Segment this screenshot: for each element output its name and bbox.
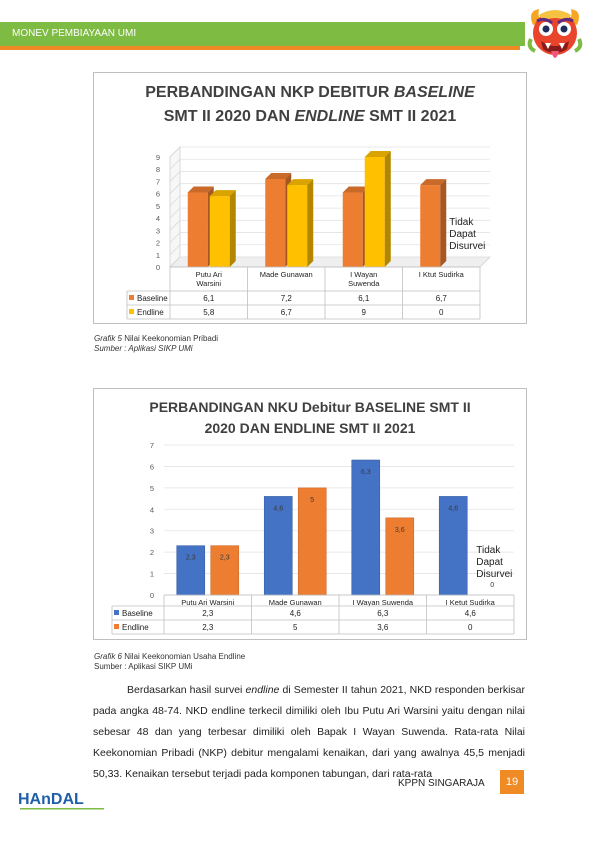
y-tick-label: 0 [155, 263, 160, 272]
table-value: 0 [468, 623, 473, 632]
not-surveyed-annotation: Tidak [449, 217, 474, 228]
bar-data-label: 3,6 [394, 526, 405, 534]
category-label: I Ktut Sudirka [418, 270, 464, 279]
bar [298, 488, 326, 595]
table-value: 4,6 [289, 609, 301, 618]
legend-swatch [114, 624, 119, 629]
nkp-chart-panel [93, 72, 527, 324]
y-tick-label: 2 [155, 238, 160, 248]
bar [352, 460, 380, 595]
legend-swatch [129, 309, 134, 314]
header-accent-line [0, 46, 520, 50]
legend-swatch [129, 295, 134, 300]
category-label: Warsini [196, 279, 222, 288]
caption-grafik-5: Grafik 5 Nilai Keekonomian Pribadi [94, 334, 219, 343]
table-value: 2,3 [202, 623, 214, 632]
table-value: 7,2 [280, 294, 292, 303]
not-surveyed-annotation: Dapat [476, 557, 503, 568]
y-tick-label: 9 [155, 153, 160, 162]
y-tick-label: 5 [155, 201, 160, 211]
nku-chart-title: PERBANDINGAN NKU Debitur BASELINE SMT II 2020 DAN ENDLINE SMT II 2021 [149, 399, 471, 436]
y-tick-label: 1 [155, 250, 160, 260]
bar-data-label: 4,6 [273, 505, 284, 513]
bar-data-label: 0 [490, 582, 495, 589]
header-title: MONEV PEMBIAYAAN UMI [12, 28, 137, 39]
caption-grafik-6: Grafik 6 Nilai Keekonomian Usaha Endline [94, 652, 246, 661]
not-surveyed-annotation: Disurvei [476, 569, 513, 580]
y-tick-label: 5 [149, 483, 154, 493]
table-value: 5,8 [203, 308, 215, 317]
legend-swatch [114, 610, 119, 615]
y-tick-label: 8 [155, 165, 160, 175]
category-label: I Ketut Sudirka [445, 598, 495, 607]
table-value: 3,6 [377, 623, 389, 632]
not-surveyed-annotation: Disurvei [449, 241, 486, 252]
barong-mascot-icon [525, 5, 585, 67]
table-value: 9 [361, 308, 366, 317]
legend-label: Baseline [122, 609, 153, 618]
category-label: Putu Ari [195, 270, 222, 279]
y-tick-label: 4 [149, 505, 154, 515]
table-value: 6,1 [358, 294, 370, 303]
footer-office: KPPN SINGARAJA [398, 778, 485, 789]
bar [265, 179, 285, 267]
bar [365, 157, 385, 267]
y-tick-label: 6 [155, 189, 160, 199]
legend-label: Endline [137, 308, 164, 317]
y-tick-label: 0 [149, 591, 154, 600]
category-label: I Wayan [350, 270, 378, 279]
bar [420, 185, 440, 267]
table-value: 6,7 [435, 294, 447, 303]
table-value: 0 [439, 308, 444, 317]
category-label: Putu Ari Warsini [181, 598, 235, 607]
y-tick-label: 1 [149, 569, 154, 579]
table-value: 4,6 [464, 609, 476, 618]
legend-label: Baseline [137, 294, 168, 303]
bar [188, 192, 208, 267]
bar-side [440, 179, 446, 267]
bar-side [385, 151, 391, 267]
bar [287, 185, 307, 267]
table-value: 2,3 [202, 609, 214, 618]
back-wall [170, 147, 180, 267]
bar-data-label: 2,3 [219, 554, 230, 562]
body-paragraph: Berdasarkan hasil survei endline di Semester II tahun 2021, NKD responden berkisar pada angka 48-74. NKD endline terkecil dimiliki oleh Ibu Putu Ari Warsini yaitu dengan nilai sebesar 48 dan yang terbesar dimiliki oleh Bapak I Wayan Suwenda. Rata-rata Nilai Keekonomian Pribadi (NKP) debitur mengalami kenaikan, dari yang awalnya 45,5 menjadi 50,33. Kenaikan tersebut terjadi pada komponen tabungan, dari rata-rata [93, 684, 526, 780]
y-tick-label: 3 [155, 226, 160, 236]
bar [210, 196, 230, 267]
y-tick-label: 2 [149, 548, 154, 558]
table-value: 6,7 [280, 308, 292, 317]
table-value: 6,1 [203, 294, 215, 303]
bar-data-label: 2,3 [185, 554, 196, 562]
caption-source-5: Sumber : Aplikasi SIKP UMi [94, 344, 193, 353]
not-surveyed-annotation: Dapat [449, 229, 476, 240]
y-tick-label: 7 [155, 177, 160, 187]
nku-chart-panel [93, 388, 527, 640]
y-tick-label: 3 [149, 526, 154, 536]
category-label: I Wayan Suwenda [352, 598, 414, 607]
y-tick-label: 7 [149, 441, 154, 450]
category-label: Made Gunawan [259, 270, 313, 279]
page-number: 19 [500, 770, 524, 794]
y-tick-label: 4 [155, 214, 160, 224]
legend-label: Endline [122, 623, 149, 632]
table-value: 6,3 [377, 609, 389, 618]
not-surveyed-annotation: Tidak [476, 545, 501, 556]
nkp-chart-title: PERBANDINGAN NKP DEBITUR BASELINE SMT II 2020 DAN ENDLINE SMT II 2021 [145, 84, 475, 125]
category-label: Made Gunawan [268, 598, 322, 607]
bar-data-label: 5 [310, 496, 315, 504]
bar-data-label: 4,6 [448, 505, 459, 513]
bar [177, 546, 205, 595]
bar [343, 192, 363, 267]
bar [211, 546, 239, 595]
bar-side [230, 190, 236, 267]
handal-logo [18, 788, 108, 812]
table-value: 5 [293, 623, 298, 632]
y-tick-label: 6 [149, 462, 154, 472]
nkp-bar-chart [94, 73, 526, 323]
caption-source-6: Sumber : Aplikasi SIKP UMi [94, 662, 193, 671]
bar-data-label: 6,3 [360, 469, 371, 476]
nku-bar-chart [94, 389, 526, 639]
category-label: Suwenda [348, 279, 380, 288]
bar-side [307, 179, 313, 267]
logo-text: HAnDAL [18, 791, 84, 808]
